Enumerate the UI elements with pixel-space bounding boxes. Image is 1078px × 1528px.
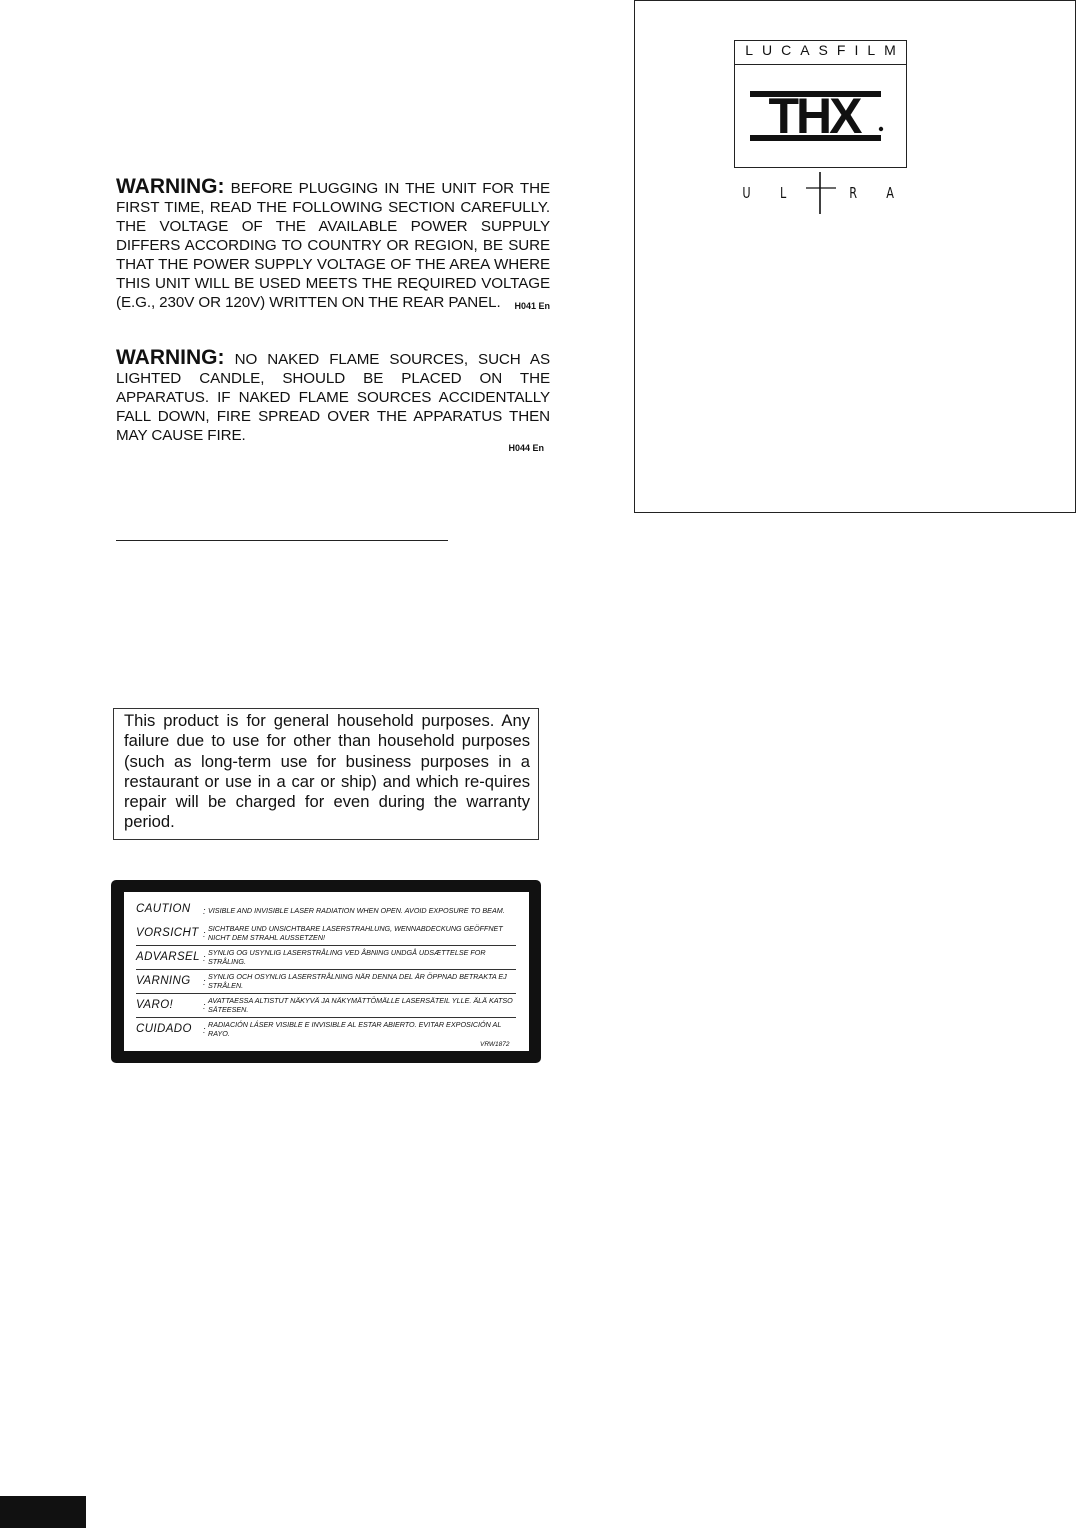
thx-logo-icon xyxy=(750,80,890,158)
thx-ultra-letter: A xyxy=(886,184,894,202)
label-text: SICHTBARE UND UNSICHTBARE LASERSTRAHLUNG, WENNABDECKUNG GEÖFFNET NICHT DEM STRAHL AUSSETZEN! xyxy=(208,924,503,942)
thx-logo-divider xyxy=(734,64,907,65)
label-row-varo: VARO! : AVATTAESSA ALTISTUT NÄKYVÄ JA NÄKYMÄTTÖMÄLLE LASERSÄTEIL YLLE. ÄLÄ KATSO SÄTEESEN. xyxy=(136,994,516,1018)
label-word: CUIDADO xyxy=(136,1023,192,1035)
label-row-varning: VARNING : SYNLIG OCH OSYNLIG LASERSTRÅLNING NÄR DENNA DEL ÄR ÖPPNAD BETRAKTA EJ STRÅLEN. xyxy=(136,970,516,994)
household-use-notice: This product is for general household purposes. Any failure due to use for other than household purposes (such as long-term use for business purposes in a restaurant or use in a car or ship) and which re-quires repair will be charged for even during the warranty period. xyxy=(113,708,539,840)
label-code: VRW1872 xyxy=(480,1041,510,1048)
warning-heading: WARNING: xyxy=(116,346,225,369)
warning-code: H044 En xyxy=(508,443,544,453)
label-row-advarsel: ADVARSEL : SYNLIG OG USYNLIG LASERSTRÅLING VED ÅBNING UNDGÅ UDSÆTTELSE FOR STRÅLING. xyxy=(136,946,516,970)
section-divider xyxy=(116,540,448,541)
label-row-vorsicht: VORSICHT : SICHTBARE UND UNSICHTBARE LASERSTRAHLUNG, WENNABDECKUNG GEÖFFNET NICHT DEM STRAHL AUSSETZEN! xyxy=(136,922,516,946)
thx-ultra-letter: L xyxy=(780,184,787,202)
thx-mark: THX xyxy=(768,88,860,144)
label-word: VARNING xyxy=(136,975,191,987)
thx-lucasfilm-wordmark: LUCASFILM xyxy=(745,42,905,58)
label-text: AVATTAESSA ALTISTUT NÄKYVÄ JA NÄKYMÄTTÖMÄLLE LASERSÄTEIL YLLE. ÄLÄ KATSO SÄTEESEN. xyxy=(208,996,513,1014)
label-text: SYNLIG OCH OSYNLIG LASERSTRÅLNING NÄR DENNA DEL ÄR ÖPPNAD BETRAKTA EJ STRÅLEN. xyxy=(208,972,507,990)
warning-heading: WARNING: xyxy=(116,175,225,198)
label-word: ADVARSEL xyxy=(136,951,200,963)
warning-power-supply xyxy=(116,177,550,312)
label-row-cuidado: CUIDADO : RADIACIÓN LÁSER VISIBLE E INVISIBLE AL ESTAR ABIERTO. EVITAR EXPOSICIÓN AL RAYO. xyxy=(136,1018,516,1042)
label-word: VARO! xyxy=(136,999,174,1011)
label-word: VORSICHT xyxy=(136,927,199,939)
label-text: SYNLIG OG USYNLIG LASERSTRÅLING VED ÅBNING UNDGÅ UDSÆTTELSE FOR STRÅLING. xyxy=(208,948,486,966)
page-number-tab xyxy=(0,1496,86,1528)
label-text: VISIBLE AND INVISIBLE LASER RADIATION WHEN OPEN. AVOID EXPOSURE TO BEAM. xyxy=(208,906,505,915)
warning-text: NO NAKED FLAME SOURCES, SUCH AS LIGHTED CANDLE, SHOULD BE PLACED ON THE APPARATUS. IF NAKED FLAME SOURCES ACCIDENTALLY FALL DOWN, FIRE SPREAD OVER THE APPARATUS THEN MAY CAUSE FIRE. xyxy=(116,351,550,444)
warning-code: H041 En xyxy=(514,301,550,311)
warning-naked-flame xyxy=(116,348,550,445)
thx-ultra-t-glyph xyxy=(806,172,836,214)
label-text: RADIACIÓN LÁSER VISIBLE E INVISIBLE AL ESTAR ABIERTO. EVITAR EXPOSICIÓN AL RAYO. xyxy=(208,1020,502,1038)
label-word: CAUTION xyxy=(136,903,191,915)
thx-ultra-letter: U xyxy=(742,184,751,202)
label-row-caution: CAUTION : VISIBLE AND INVISIBLE LASER RADIATION WHEN OPEN. AVOID EXPOSURE TO BEAM. xyxy=(136,903,516,920)
warning-text: BEFORE PLUGGING IN THE UNIT FOR THE FIRST TIME, READ THE FOLLOWING SECTION CAREFULLY. THE VOLTAGE OF THE AVAILABLE POWER SUPPULY DIFFERS ACCORDING TO COUNTRY OR REGION, BE SURE THAT THE POWER SUPPLY VOLTAGE OF THE AREA WHERE THIS UNIT WILL BE USED MEETS THE REQUIRED VOLTAGE (E.G., 230V OR 120V) WRITTEN ON THE REAR PANEL. xyxy=(116,180,550,311)
thx-ultra-letter: R xyxy=(849,184,858,202)
